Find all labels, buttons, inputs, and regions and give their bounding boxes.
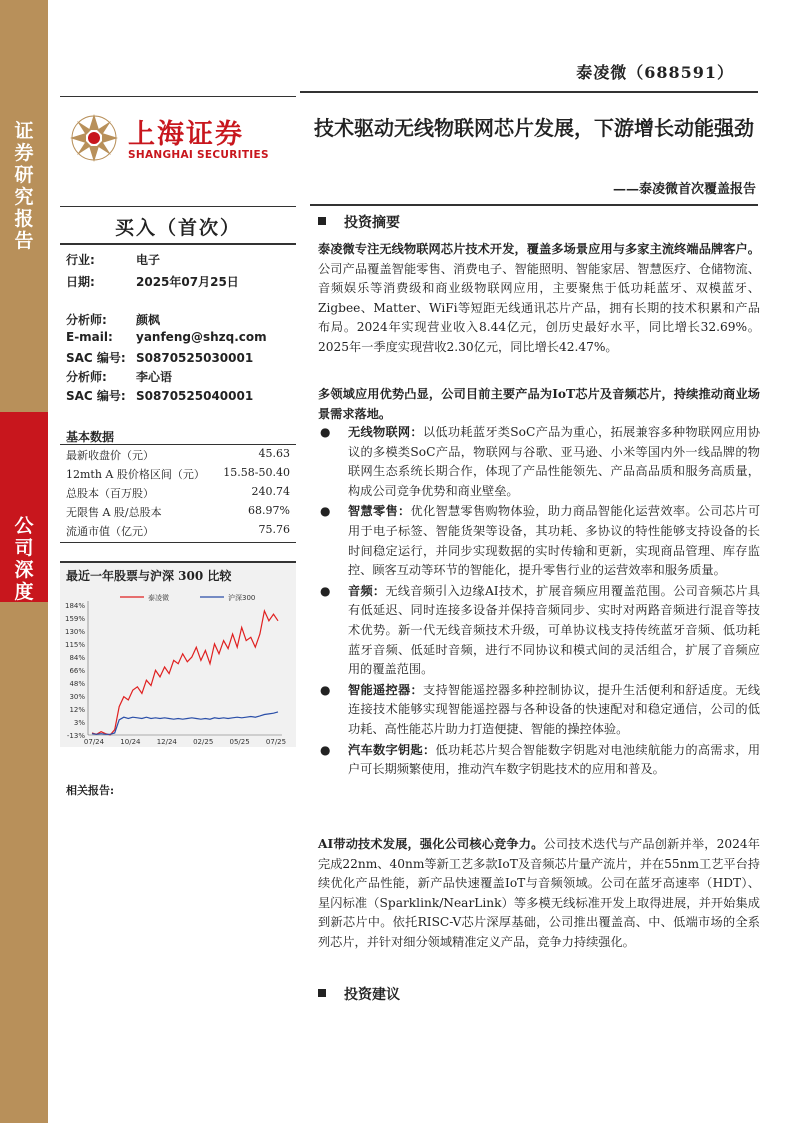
legend-label: 泰凌微 bbox=[148, 594, 169, 602]
chart-title: 最近一年股票与沪深 300 比较 bbox=[66, 569, 232, 583]
info-value: 电子 bbox=[136, 253, 161, 267]
x-tick-label: 12/24 bbox=[156, 738, 177, 746]
divider bbox=[60, 206, 296, 207]
info-value: 李心语 bbox=[136, 370, 173, 384]
info-value: 2025年07月25日 bbox=[136, 275, 239, 289]
divider bbox=[60, 243, 296, 245]
x-tick-label: 02/25 bbox=[193, 738, 214, 746]
list-item bbox=[318, 582, 760, 680]
data-row bbox=[66, 466, 290, 482]
y-tick-label: 12% bbox=[69, 706, 85, 714]
bullet-head: 音频： bbox=[348, 583, 386, 598]
logo-text: 上海证券 bbox=[128, 119, 244, 150]
data-value: 15.58-50.40 bbox=[223, 466, 290, 479]
data-label: 12mth A 股价格区间（元） bbox=[66, 468, 205, 481]
data-row bbox=[66, 485, 290, 501]
bullet-text: 支持智能遥控器多种控制协议，提升生活便利和舒适度。无线连接技术能够实现智能遥控器与各种设备的快速配对和稳定通信，公司的低功耗、高性能芯片助力打造便捷、智能的操控体验。 bbox=[348, 682, 761, 736]
section-title: 投资摘要 bbox=[344, 215, 400, 231]
info-row bbox=[66, 273, 239, 290]
info-row bbox=[66, 311, 160, 328]
info-row bbox=[66, 368, 172, 385]
paragraph-lead: 泰凌微专注无线物联网芯片技术开发，覆盖多场景应用与多家主流终端品牌客户。 bbox=[318, 242, 760, 256]
info-value: S0870525040001 bbox=[136, 389, 254, 403]
data-value: 240.74 bbox=[251, 485, 290, 498]
info-row bbox=[66, 387, 253, 404]
basic-data-title: 基本数据 bbox=[66, 430, 115, 444]
bullet-dot-icon: ● bbox=[320, 583, 331, 598]
paragraph-body: 公司产品覆盖智能零售、消费电子、智能照明、智能家居、智慧医疗、仓储物流、音频娱乐等消费级和商业级物联网应用，主要聚焦于低功耗蓝牙、双模蓝牙、Zigbee、Matter、WiFi等短距无线通讯芯片产品，拥有长期的技术积累和产品布局。2024年实现营业收入8.44亿元，创历史最好水平，同比增长32.69%。2025年一季度实现营收2.30亿元，同比增长42.47%。 bbox=[318, 261, 760, 354]
x-tick-label: 07/25 bbox=[265, 738, 287, 746]
bullet-dot-icon: ● bbox=[320, 742, 331, 757]
x-tick-label: 10/24 bbox=[120, 738, 141, 746]
info-value: S0870525030001 bbox=[136, 351, 254, 365]
legend-label: 沪深300 bbox=[228, 594, 256, 602]
bullet-text: 优化智慧零售购物体验，助力商品智能化运营效率。公司芯片可用于电子标签、智能货架等设备，其功耗、多协议的特性能够支持设备的长时间稳定运行，并同步实现数据的实时传输和更新，实现商品管理、库存监控、顾客互动等环节的智能化，提升零售行业的运营效率和服务质量。 bbox=[348, 504, 761, 578]
y-tick-label: 184% bbox=[64, 602, 85, 610]
summary-paragraph bbox=[318, 240, 760, 358]
data-value: 68.97% bbox=[248, 504, 290, 517]
bullet-text: 以低功耗蓝牙类SoC产品为重心，拓展兼容多种物联网应用协议的多模类SoC产品，物联网与谷歌、亚马逊、小米等国内外一线品牌的物联网生态系统长期合作，体现了产品性能领先、产品高品质和服务高质量，构成公司竞争优势和商业壁垒。 bbox=[348, 425, 761, 498]
data-value: 45.63 bbox=[258, 447, 290, 460]
info-label: 分析师: bbox=[66, 370, 107, 384]
divider bbox=[60, 444, 296, 445]
report-subtitle: ——泰凌微首次覆盖报告 bbox=[612, 182, 756, 197]
related-reports: 相关报告: bbox=[66, 784, 115, 797]
email-link[interactable]: yanfeng@shzq.com bbox=[136, 330, 267, 344]
bullet-head: 智慧零售： bbox=[348, 504, 411, 519]
y-tick-label: 159% bbox=[64, 615, 85, 623]
list-item bbox=[318, 502, 760, 580]
section-heading bbox=[318, 984, 400, 1004]
info-label: 分析师: bbox=[66, 313, 107, 327]
company-title: 泰凌微（688591） bbox=[576, 63, 734, 82]
square-bullet-icon bbox=[318, 989, 326, 997]
data-row bbox=[66, 504, 290, 520]
divider bbox=[310, 204, 758, 206]
data-label: 总股本（百万股） bbox=[66, 487, 154, 500]
bullet-text: 低功耗芯片契合智能数字钥匙对电池续航能力的高需求，用户可长期频繁使用，推动汽车数字钥匙技术的应用和普及。 bbox=[348, 742, 761, 777]
stock-chart bbox=[60, 561, 296, 747]
y-tick-label: -13% bbox=[66, 732, 85, 740]
report-title: 技术驱动无线物联网芯片发展，下游增长动能强劲 bbox=[314, 116, 754, 140]
sidebar-category: 证券研究报告 bbox=[14, 120, 34, 252]
y-tick-label: 48% bbox=[69, 680, 85, 688]
data-label: 流通市值（亿元） bbox=[66, 525, 154, 538]
chart-plot bbox=[60, 585, 296, 747]
info-row bbox=[66, 330, 267, 344]
x-tick-label: 05/25 bbox=[229, 738, 250, 746]
data-value: 75.76 bbox=[258, 523, 290, 536]
data-label: 无限售 A 股/总股本 bbox=[66, 506, 162, 519]
section-title: 投资建议 bbox=[344, 987, 400, 1003]
y-tick-label: 130% bbox=[64, 628, 85, 636]
ai-paragraph bbox=[318, 835, 760, 953]
square-bullet-icon bbox=[318, 217, 326, 225]
paragraph-lead: 多领域应用优势凸显，公司目前主要产品为IoT芯片及音频芯片，持续推动商业场景需求落地。 bbox=[318, 387, 760, 421]
list-item bbox=[318, 423, 760, 501]
info-row bbox=[66, 349, 253, 366]
data-row bbox=[66, 447, 290, 463]
y-tick-label: 115% bbox=[64, 641, 85, 649]
x-tick-label: 07/24 bbox=[83, 738, 105, 746]
info-label: 日期: bbox=[66, 275, 95, 289]
data-row bbox=[66, 523, 290, 539]
data-label: 最新收盘价（元） bbox=[66, 449, 154, 462]
y-tick-label: 30% bbox=[69, 693, 85, 701]
info-label: 行业: bbox=[66, 253, 95, 267]
bullet-head: 汽车数字钥匙： bbox=[348, 742, 436, 757]
list-item bbox=[318, 741, 760, 780]
bullet-dot-icon: ● bbox=[320, 682, 331, 697]
bullet-text: 无线音频引入边缘AI技术，扩展音频应用覆盖范围。公司音频芯片具有低延迟、同时连接多设备并保持音频同步、实时对两路音频进行混音等技术优势。新一代无线音频技术升级，可单协议栈支持传统蓝牙音频、低功耗蓝牙音频、低延时音频，进行不同协议和模式间的灵活组合，扩展了音频应用的覆盖范围。 bbox=[348, 583, 761, 677]
bullet-dot-icon: ● bbox=[320, 504, 331, 519]
bullet-head: 智能遥控器： bbox=[348, 682, 423, 697]
divider bbox=[300, 91, 758, 93]
sidebar-type: 公司深度 bbox=[14, 515, 34, 603]
series-line-1 bbox=[92, 712, 278, 734]
rating: 买入（首次） bbox=[114, 217, 241, 239]
list-item bbox=[318, 681, 760, 740]
info-label: SAC 编号: bbox=[66, 389, 126, 403]
y-tick-label: 3% bbox=[73, 719, 85, 727]
paragraph-lead: AI带动技术发展，强化公司核心竞争力。 bbox=[318, 837, 544, 851]
info-value: 颜枫 bbox=[136, 313, 161, 327]
y-tick-label: 66% bbox=[69, 667, 85, 675]
logo-text-en: SHANGHAI SECURITIES bbox=[128, 149, 269, 161]
paragraph-body: 公司技术迭代与产品创新并举，2024年完成22nm、40nm等新工艺多款IoT及音频芯片量产流片，并在55nm工艺平台持续优化产品性能，新产品快速覆盖IoT与音频领域。公司在蓝牙高速率（HDT）、星闪标准（Sparklink/NearLink）等多模无线标准开发上取得进展，并开始集成到新芯片中。依托RISC-V芯片深厚基础，公司推出覆盖高、中、低端市场的全系列芯片，并针对细分领域精准定义产品，竞争力持续强化。 bbox=[318, 837, 760, 949]
y-tick-label: 84% bbox=[69, 654, 85, 662]
bullet-head: 无线物联网： bbox=[348, 425, 423, 439]
section-heading bbox=[318, 212, 400, 232]
bullet-dot-icon: ● bbox=[320, 425, 331, 439]
info-label: SAC 编号: bbox=[66, 351, 126, 365]
bullet-list bbox=[318, 423, 760, 781]
info-label: E-mail: bbox=[66, 330, 113, 344]
info-row bbox=[66, 251, 160, 268]
divider bbox=[60, 96, 296, 97]
applications-paragraph bbox=[318, 385, 760, 424]
divider bbox=[60, 542, 296, 543]
